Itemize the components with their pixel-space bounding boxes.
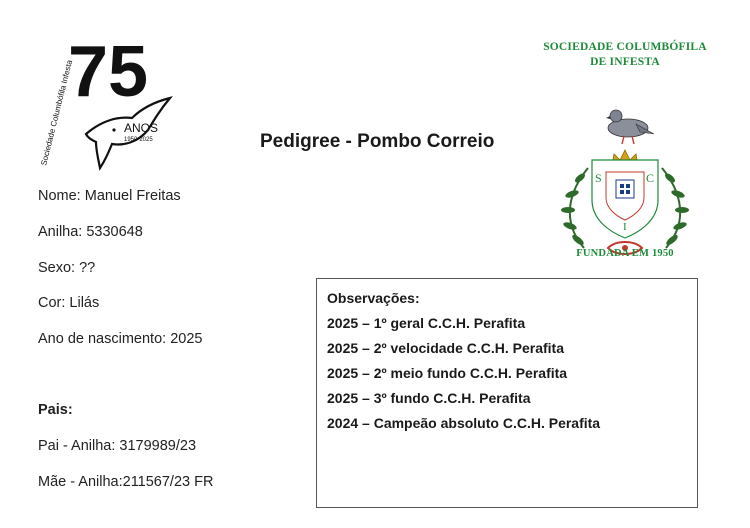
observations-box <box>316 278 698 508</box>
mother-field: Mãe - Anilha:211567/23 FR <box>38 474 214 490</box>
shield-letter-i: I <box>623 221 627 233</box>
club-crest <box>540 70 710 260</box>
logo-vertical-text: Sociedade Columbófila Infesta <box>39 59 75 167</box>
sex-field: Sexo: ?? <box>38 260 96 276</box>
page-title: Pedigree - Pombo Correio <box>260 131 495 152</box>
logo-years: 1950-2025 <box>124 137 153 143</box>
anniversary-logo-graphic <box>38 38 178 173</box>
name-field: Nome: Manuel Freitas <box>38 188 181 204</box>
observation-line: 2024 – Campeão absoluto C.C.H. Perafita <box>327 415 601 431</box>
club-name-line1: SOCIEDADE COLUMBÓFILA <box>543 41 707 53</box>
logo-number: 75 <box>68 38 149 112</box>
pigeon-icon <box>606 110 654 144</box>
anniversary-logo <box>38 38 178 173</box>
parents-title: Pais: <box>38 402 73 418</box>
birth-year-field: Ano de nascimento: 2025 <box>38 331 203 347</box>
observation-line: 2025 – 2º meio fundo C.C.H. Perafita <box>327 365 568 381</box>
observations-title: Observações: <box>327 290 420 306</box>
color-field: Cor: Lilás <box>38 295 100 311</box>
ring-field: Anilha: 5330648 <box>38 224 143 240</box>
club-founded: FUNDADA EM 1950 <box>576 248 674 259</box>
club-emblem <box>540 38 710 263</box>
observation-line: 2025 – 3º fundo C.C.H. Perafita <box>327 390 531 406</box>
shield-letter-c: C <box>646 171 655 185</box>
observation-line: 2025 – 1º geral C.C.H. Perafita <box>327 315 526 331</box>
shield-letter-s: S <box>595 171 602 185</box>
father-field: Pai - Anilha: 3179989/23 <box>38 438 197 454</box>
observation-line: 2025 – 2º velocidade C.C.H. Perafita <box>327 340 565 356</box>
club-name-line2: DE INFESTA <box>590 56 660 68</box>
logo-anos: ANOS <box>124 121 159 135</box>
